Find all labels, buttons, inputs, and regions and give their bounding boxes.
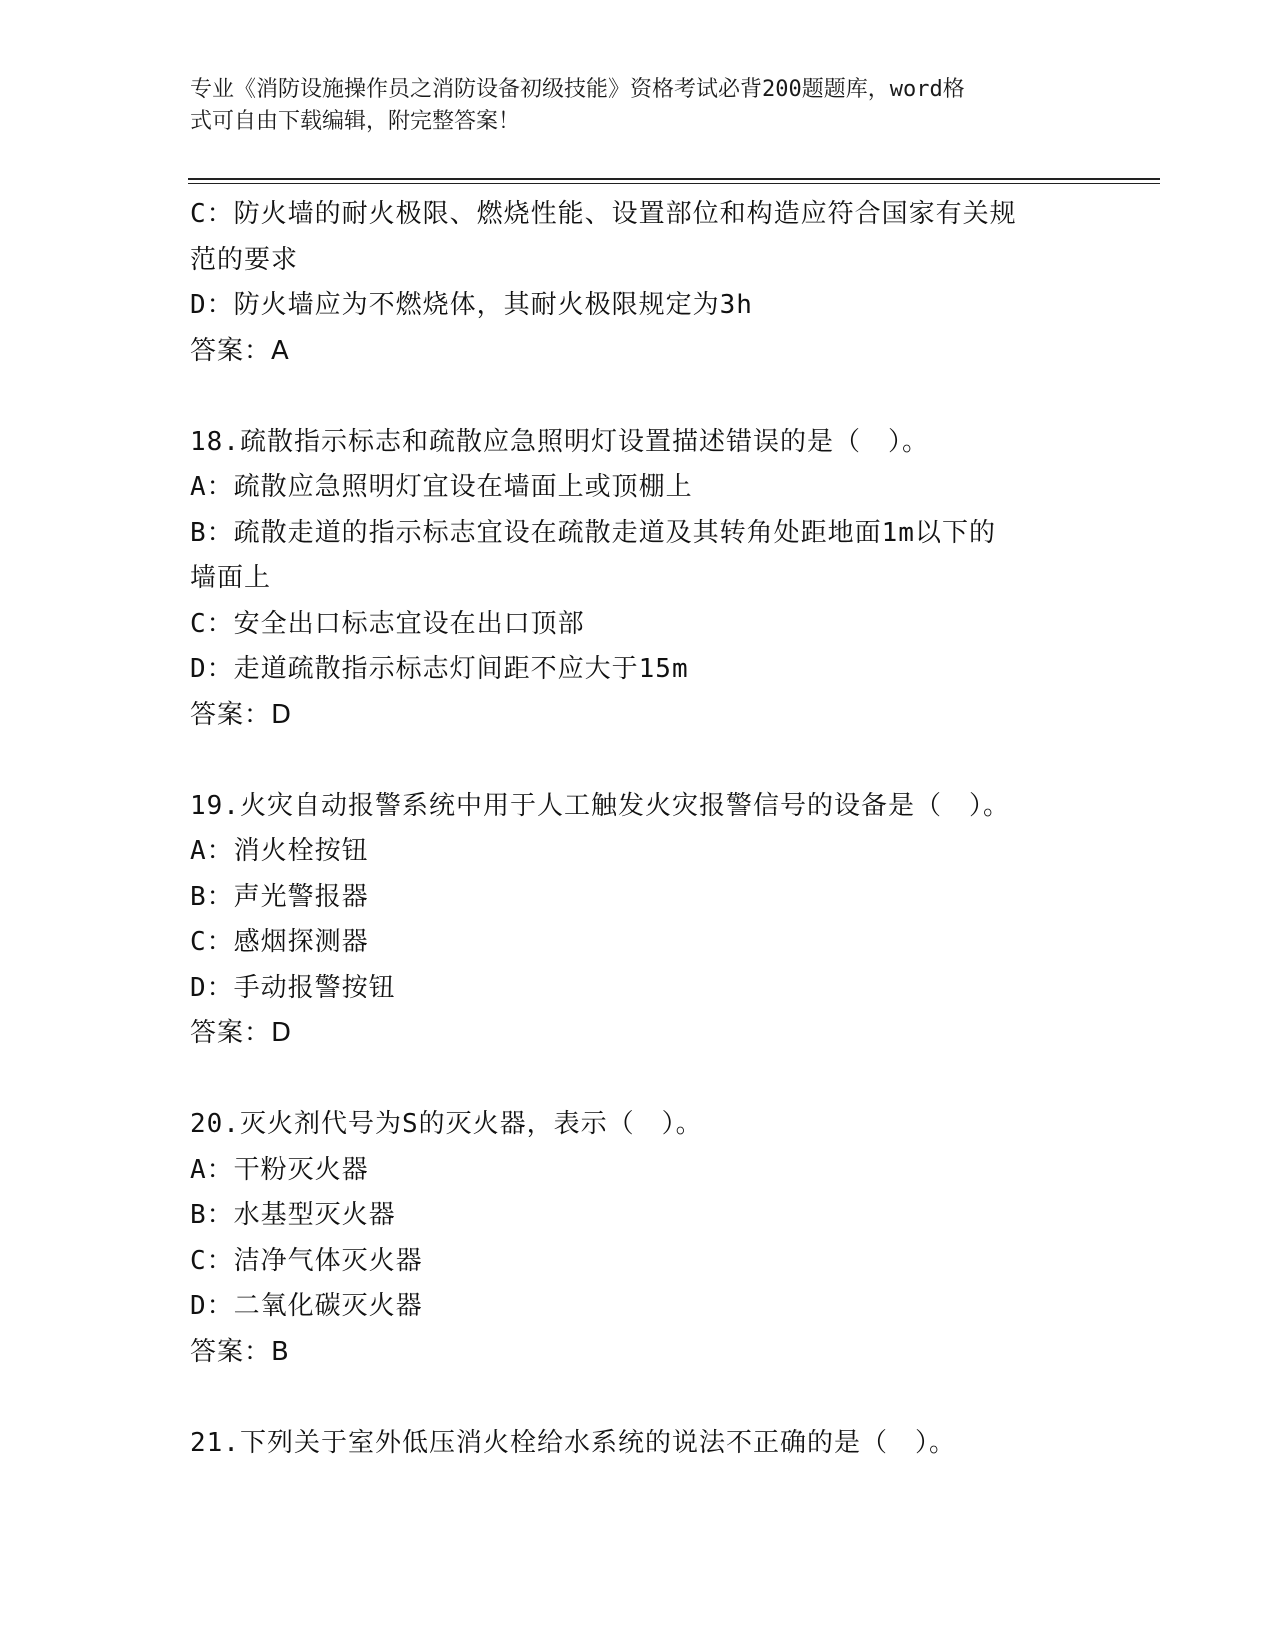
option-a: A：消火栓按钮 (190, 836, 369, 866)
option-c: C：防火墙的耐火极限、燃烧性能、设置部位和构造应符合国家有关规 (190, 199, 1017, 229)
question-18 (190, 420, 1090, 739)
option-c: C：感烟探测器 (190, 927, 369, 957)
document-header (190, 74, 1090, 138)
option-a: A：干粉灭火器 (190, 1154, 369, 1185)
option-c-continued: 范的要求 (190, 244, 299, 275)
question-17-tail (190, 192, 1090, 374)
header-divider-thin (188, 183, 1160, 184)
option-a: A：疏散应急照明灯宜设在墙面上或顶棚上 (190, 472, 693, 502)
option-c: C：洁净气体灭火器 (190, 1245, 423, 1276)
header-line-1: 专业《消防设施操作员之消防设备初级技能》资格考试必背200题题库，word格 (190, 77, 965, 102)
option-b: B：疏散走道的指示标志宜设在疏散走道及其转角处距地面1m以下的 (190, 517, 996, 548)
header-divider-thick (188, 178, 1160, 180)
question-list (190, 192, 1090, 1466)
answer: 答案：A (190, 335, 290, 366)
answer: 答案：D (190, 1018, 293, 1048)
answer: 答案：D (190, 699, 293, 730)
answer: 答案：B (190, 1336, 290, 1367)
option-b: B：声光警报器 (190, 881, 369, 912)
question-stem: 18.疏散指示标志和疏散应急照明灯设置描述错误的是（ ）。 (190, 426, 929, 457)
option-d: D：二氧化碳灭火器 (190, 1291, 423, 1321)
option-d: D：走道疏散指示标志灯间距不应大于15m (190, 654, 689, 684)
question-20 (190, 1102, 1090, 1375)
question-stem: 21.下列关于室外低压消火栓给水系统的说法不正确的是（ ）。 (190, 1427, 956, 1458)
question-stem: 19.火灾自动报警系统中用于人工触发火灾报警信号的设备是（ ）。 (190, 790, 1010, 821)
header-line-2: 式可自由下载编辑，附完整答案！ (190, 109, 521, 134)
question-stem: 20.灭火剂代号为S的灭火器，表示（ ）。 (190, 1109, 703, 1139)
question-21 (190, 1421, 1090, 1467)
option-c: C：安全出口标志宜设在出口顶部 (190, 608, 585, 639)
option-d: D：手动报警按钮 (190, 972, 396, 1003)
option-d: D：防火墙应为不燃烧体，其耐火极限规定为3h (190, 290, 753, 320)
question-19 (190, 784, 1090, 1057)
option-b-continued: 墙面上 (190, 563, 272, 593)
option-b: B：水基型灭火器 (190, 1200, 396, 1230)
